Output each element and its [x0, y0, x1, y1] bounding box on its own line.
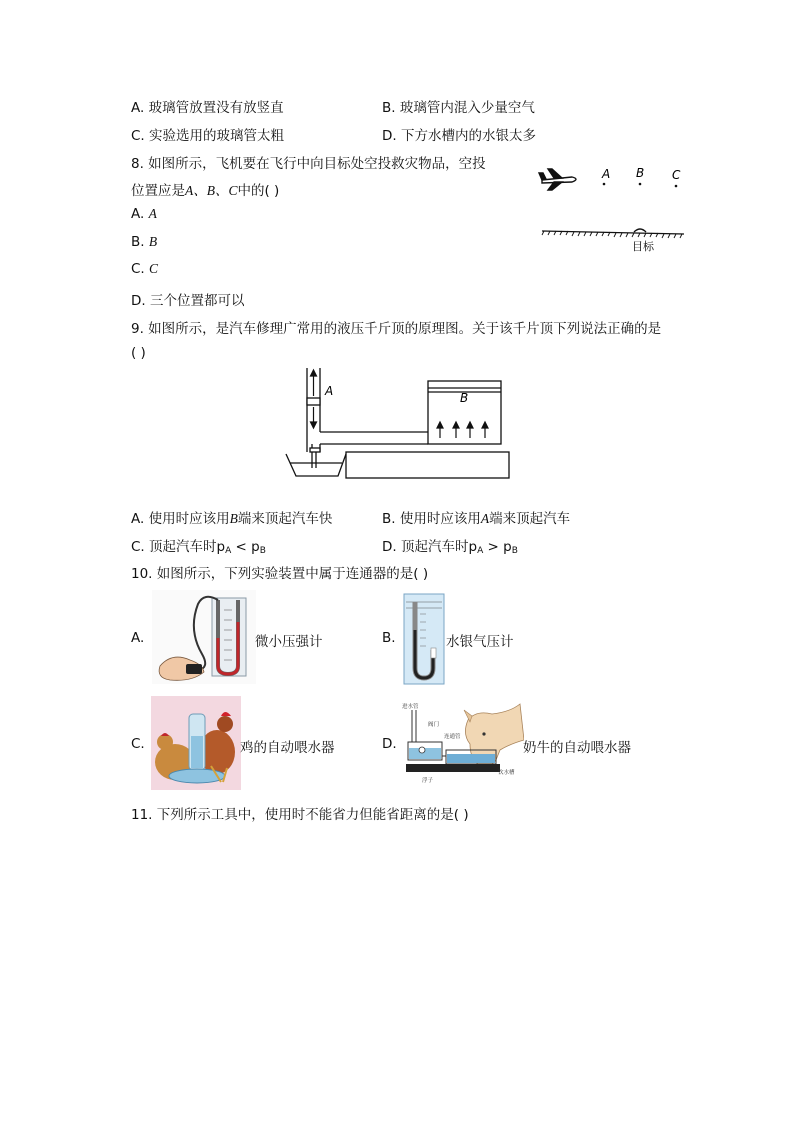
q8-fig-target-label: 目标: [632, 240, 654, 253]
q8-stem-line2: [131, 179, 279, 199]
q8-fig-label-c: C: [672, 168, 681, 182]
q10-option-d-letter: D.: [382, 736, 397, 752]
q10-fig-d-label-float: 浮子: [422, 778, 434, 784]
ground-line: [542, 231, 684, 238]
mercury-barometer-image: [402, 590, 446, 686]
q10-option-b-caption: 水银气压计: [446, 634, 514, 650]
target-mound-icon: [634, 229, 646, 232]
q10-fig-d-label-inlet: 进水管: [402, 704, 419, 710]
q8-option-d: D. 三个位置都可以: [131, 293, 245, 309]
q8-drop-point-b: [639, 183, 642, 186]
q9-option-d: D. 顶起汽车时$p_A > p_B$: [382, 539, 518, 556]
q10-option-c-caption: 鸡的自动喂水器: [240, 740, 335, 756]
q8-option-c: C. C: [131, 261, 159, 277]
q10-option-d-caption: 奶牛的自动喂水器: [523, 740, 631, 756]
cow-waterer-image: [400, 700, 524, 786]
q10-option-a-caption: 微小压强计: [255, 634, 323, 650]
q7-option-c: C. 实验选用的玻璃管太粗: [131, 128, 285, 144]
q8-stem-bracket: 中的( ): [237, 183, 280, 199]
q10-option-c-letter: C.: [131, 736, 145, 752]
airplane-icon: [539, 169, 576, 190]
q8-fig-label-a: A: [602, 167, 611, 181]
q8-stem-vars: A、B、C: [185, 183, 238, 198]
q10-option-a-letter: A.: [131, 630, 145, 646]
q8-airdrop-figure: [536, 160, 688, 256]
q10-fig-d-label-pipe: 连通管: [444, 734, 461, 740]
q9-hydraulic-jack-figure: [282, 368, 514, 480]
u-tube-manometer-image: [152, 590, 256, 684]
q9-fig-label-b: B: [460, 391, 469, 405]
q8-drop-point-c: [675, 185, 678, 188]
q9-option-a: A. 使用时应该用B端来顶起汽车快: [131, 511, 333, 527]
q8-stem-line1: 8. 如图所示，飞机要在飞行中向目标处空投救灾物品，空投: [131, 156, 486, 172]
q9-stem-line2: ( ): [131, 345, 146, 361]
q8-fig-label-b: B: [636, 166, 645, 180]
q10-stem: 10. 如图所示，下列实验装置中属于连通器的是( ): [131, 566, 429, 582]
q9-option-b: B. 使用时应该用A端来顶起汽车: [382, 511, 571, 527]
q10-fig-d-label-trough: 饮水槽: [498, 770, 515, 776]
q9-fig-label-a: A: [325, 384, 334, 398]
q7-option-d: D. 下方水槽内的水银太多: [382, 128, 536, 144]
q9-stem-line1: 9. 如图所示，是汽车修理广常用的液压千斤顶的原理图。关于该千片顶下列说法正确的是: [131, 321, 662, 337]
q8-option-b: B. B: [131, 234, 158, 250]
q11-stem: 11. 下列所示工具中，使用时不能省力但能省距离的是( ): [131, 807, 469, 823]
q8-drop-point-a: [603, 183, 606, 186]
q8-stem-text: 位置应是: [131, 183, 185, 199]
q10-option-b-letter: B.: [382, 630, 396, 646]
q10-fig-d-label-valve: 阀门: [428, 722, 440, 728]
q7-option-a: A. 玻璃管放置没有放竖直: [131, 100, 284, 116]
q7-option-b: B. 玻璃管内混入少量空气: [382, 100, 535, 116]
q9-option-c: C. 顶起汽车时$p_A < p_B$: [131, 539, 266, 556]
up-arrows-icon: [437, 422, 488, 438]
q8-option-a: A. A: [131, 206, 157, 222]
chicken-waterer-image: [151, 696, 241, 790]
